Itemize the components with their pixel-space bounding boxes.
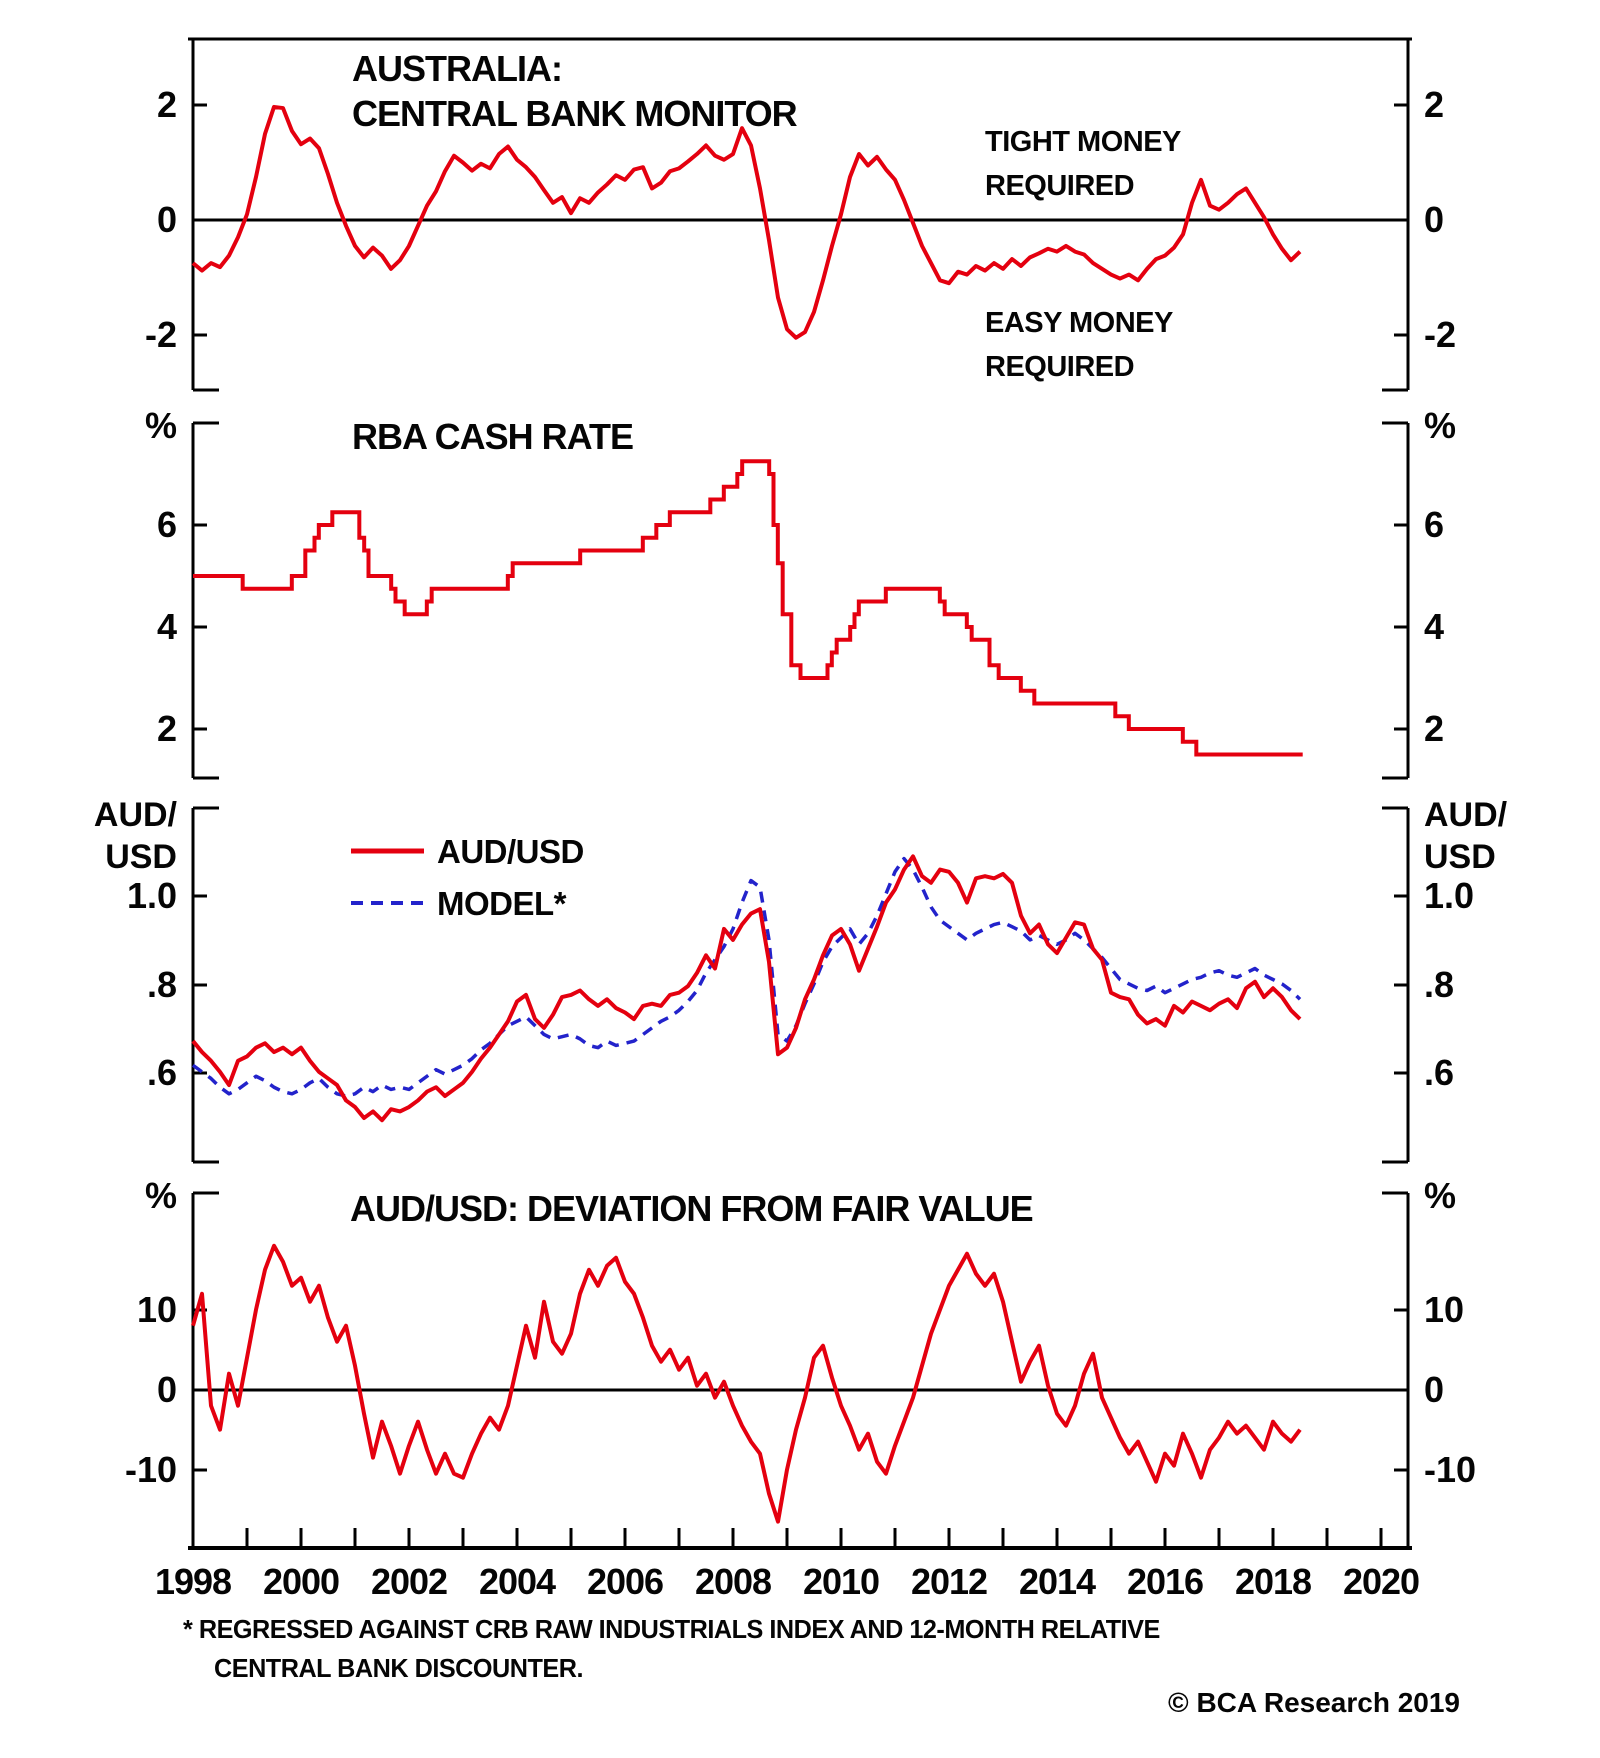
p3-left-tick-.8: .8 xyxy=(146,964,177,1005)
x-label-2018: 2018 xyxy=(1234,1561,1312,1602)
legend-model-label: MODEL* xyxy=(437,885,566,922)
p3-right-axis-title-line2: USD xyxy=(1424,838,1496,876)
p3-right-tick-.8: .8 xyxy=(1424,964,1455,1005)
tight-money-annotation xyxy=(985,120,1181,208)
x-label-2016: 2016 xyxy=(1126,1561,1204,1602)
p2-left-tick-6: 6 xyxy=(156,504,177,545)
panel1-title-line1: AUSTRALIA: xyxy=(352,48,562,89)
panel4-title: AUD/USD: DEVIATION FROM FAIR VALUE xyxy=(350,1188,1033,1229)
p1-left-tick-0: 0 xyxy=(156,199,177,240)
model-series-line xyxy=(193,859,1300,1096)
footnote-line1: * REGRESSED AGAINST CRB RAW INDUSTRIALS INDEX AND 12-MONTH RELATIVE xyxy=(183,1614,1160,1644)
p4-right-tick-0: 0 xyxy=(1424,1369,1445,1410)
p3-left-axis-title-line1: AUD/ xyxy=(93,796,177,834)
p3-left-tick-.6: .6 xyxy=(146,1052,177,1093)
p1-left-tick-neg2: -2 xyxy=(144,314,177,355)
p2-right-tick-2: 2 xyxy=(1424,708,1445,749)
p3-left-tick-1.0: 1.0 xyxy=(126,875,177,916)
cash-rate-series-line xyxy=(193,461,1303,754)
panel3-frame xyxy=(193,808,1408,1162)
panel2-ticks xyxy=(193,525,1408,729)
p2-right-tick-4: 4 xyxy=(1424,606,1445,647)
x-label-2008: 2008 xyxy=(694,1561,772,1602)
x-label-2010: 2010 xyxy=(802,1561,880,1602)
x-label-2002: 2002 xyxy=(370,1561,448,1602)
footnote-line2: CENTRAL BANK DISCOUNTER. xyxy=(214,1653,584,1683)
p4-right-tick-neg10: -10 xyxy=(1424,1449,1477,1490)
x-label-2004: 2004 xyxy=(478,1561,556,1602)
p1-right-tick-neg2: -2 xyxy=(1424,314,1457,355)
tight-money-line1: TIGHT MONEY xyxy=(985,126,1181,158)
panel1-title-line2: CENTRAL BANK MONITOR xyxy=(352,93,797,134)
p4-left-tick-neg10: -10 xyxy=(124,1449,177,1490)
p3-right-tick-1.0: 1.0 xyxy=(1424,875,1475,916)
x-label-2000: 2000 xyxy=(262,1561,340,1602)
p4-left-tick-10: 10 xyxy=(136,1289,177,1330)
p4-right-unit: % xyxy=(1424,1175,1457,1216)
p3-right-axis-title-line1: AUD/ xyxy=(1424,796,1508,834)
p4-right-tick-10: 10 xyxy=(1424,1289,1465,1330)
p2-left-tick-4: 4 xyxy=(156,606,177,647)
panel4-frame xyxy=(193,1193,1408,1548)
x-label-2006: 2006 xyxy=(586,1561,664,1602)
legend-aud-usd-label: AUD/USD xyxy=(437,833,584,870)
p2-left-unit: % xyxy=(144,405,177,446)
p3-right-axis-title xyxy=(1424,794,1564,878)
p3-right-tick-.6: .6 xyxy=(1424,1052,1455,1093)
x-label-1998: 1998 xyxy=(154,1561,232,1602)
p3-left-axis-title-line2: USD xyxy=(105,838,177,876)
p1-right-tick-2: 2 xyxy=(1424,84,1445,125)
p2-right-unit: % xyxy=(1424,405,1457,446)
x-label-2012: 2012 xyxy=(910,1561,988,1602)
easy-money-line2: REQUIRED xyxy=(985,351,1135,383)
deviation-series-line xyxy=(193,1246,1300,1522)
panel3-ticks xyxy=(193,896,1408,1073)
x-label-2020: 2020 xyxy=(1342,1561,1420,1602)
p2-right-tick-6: 6 xyxy=(1424,504,1445,545)
tight-money-line2: REQUIRED xyxy=(985,170,1135,202)
axis-frames xyxy=(188,39,1412,1548)
panel2-frame xyxy=(193,423,1408,778)
p3-left-axis-title xyxy=(70,794,177,878)
p1-right-tick-0: 0 xyxy=(1424,199,1445,240)
easy-money-line1: EASY MONEY xyxy=(985,307,1173,339)
easy-money-annotation xyxy=(985,301,1173,389)
x-axis-year-ticks xyxy=(193,1528,1381,1548)
copyright-notice: © BCA Research 2019 xyxy=(1168,1687,1460,1718)
x-label-2014: 2014 xyxy=(1018,1561,1096,1602)
p4-left-unit: % xyxy=(144,1175,177,1216)
p4-left-tick-0: 0 xyxy=(156,1369,177,1410)
p1-left-tick-2: 2 xyxy=(156,84,177,125)
panel1-title xyxy=(352,46,797,136)
p2-left-tick-2: 2 xyxy=(156,708,177,749)
panel2-title: RBA CASH RATE xyxy=(352,416,633,457)
